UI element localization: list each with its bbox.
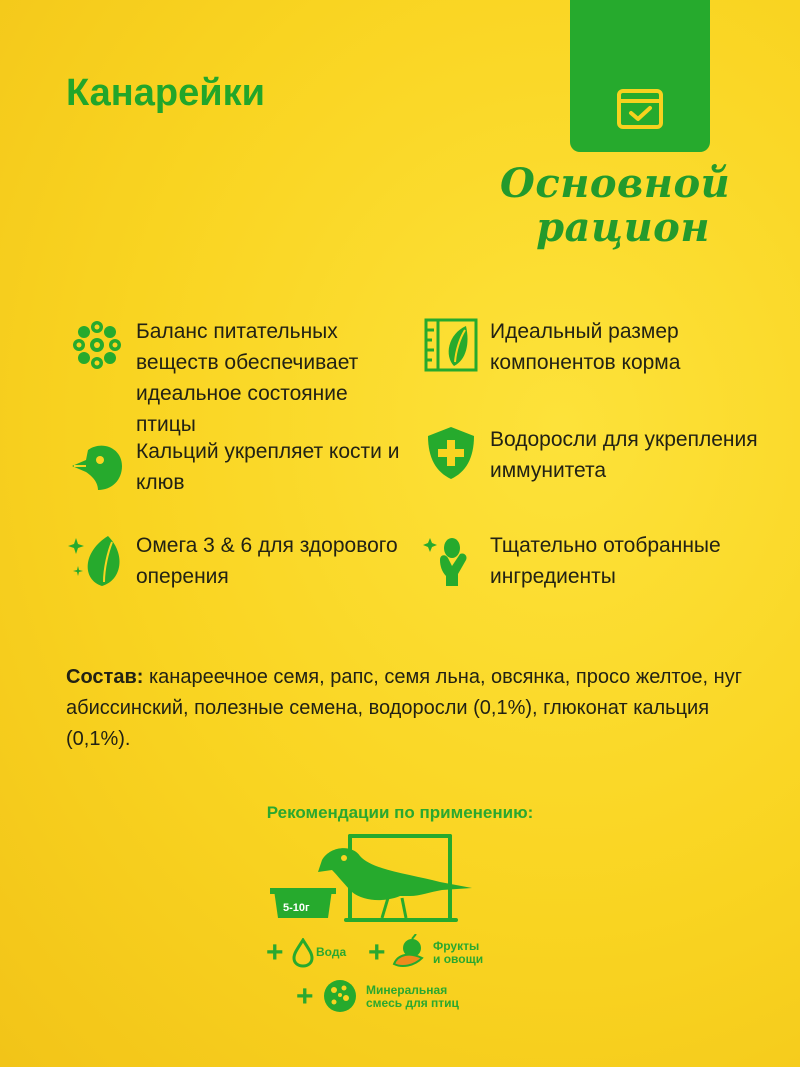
bird-feeder-illustration bbox=[260, 830, 490, 930]
fruits-line1: Фрукты bbox=[433, 939, 480, 953]
calendar-check-icon bbox=[616, 86, 664, 130]
composition bbox=[66, 662, 766, 755]
ruler-seed-icon bbox=[422, 316, 480, 374]
flower-nutrient-icon bbox=[68, 316, 126, 374]
bird-head-icon bbox=[68, 436, 126, 494]
plus-icon: + bbox=[368, 936, 386, 969]
composition-text: канареечное семя, рапс, семя льна, овсянка, просо желтое, нуг абиссинский, полезные семена, водоросли (0,1%), глюконат кальция (0,1%). bbox=[66, 666, 742, 750]
feature-nutrient-balance bbox=[68, 316, 408, 440]
recommendations-title: Рекомендации по применению: bbox=[266, 803, 534, 822]
fruit-vegetable-icon bbox=[392, 934, 428, 968]
tagline bbox=[500, 160, 731, 251]
feature-size bbox=[422, 316, 752, 378]
mineral-mix-icon bbox=[322, 978, 358, 1014]
feature-text: Тщательно отобранные ингредиенты bbox=[490, 534, 721, 588]
mineral-label bbox=[366, 984, 459, 1010]
plus-icon: + bbox=[266, 936, 284, 969]
fruits-line2: и овощи bbox=[433, 952, 484, 966]
sparkle-leaf-icon bbox=[68, 530, 126, 588]
feature-omega bbox=[68, 530, 408, 592]
fruits-label bbox=[433, 940, 483, 966]
shield-plus-icon bbox=[422, 424, 480, 482]
composition-label: Состав: bbox=[66, 666, 144, 688]
feature-algae bbox=[422, 424, 772, 486]
feature-text: Водоросли для укрепления иммунитета bbox=[490, 428, 758, 482]
page-title: Канарейки bbox=[66, 72, 265, 114]
plus-icon: + bbox=[296, 980, 314, 1013]
dose-label: 5-10г bbox=[283, 902, 310, 914]
water-drop-icon bbox=[292, 938, 314, 968]
feature-ingredients bbox=[422, 530, 752, 592]
hand-seed-icon bbox=[422, 530, 480, 588]
feature-text: Омега 3 & 6 для здорового оперения bbox=[136, 534, 398, 588]
mineral-line1: Минеральная bbox=[366, 983, 448, 997]
feature-calcium bbox=[68, 436, 408, 498]
mineral-line2: смесь для птиц bbox=[366, 996, 459, 1010]
calendar-tab bbox=[570, 0, 710, 152]
tagline-line1: Основной bbox=[500, 160, 731, 207]
tagline-line2: рацион bbox=[536, 204, 710, 251]
feature-text: Идеальный размер компонентов корма bbox=[490, 320, 681, 374]
feature-text: Кальций укрепляет кости и клюв bbox=[136, 440, 400, 494]
water-label: Вода bbox=[316, 945, 347, 959]
feature-text: Баланс питательных веществ обеспечивает идеальное состояние птицы bbox=[136, 320, 359, 436]
